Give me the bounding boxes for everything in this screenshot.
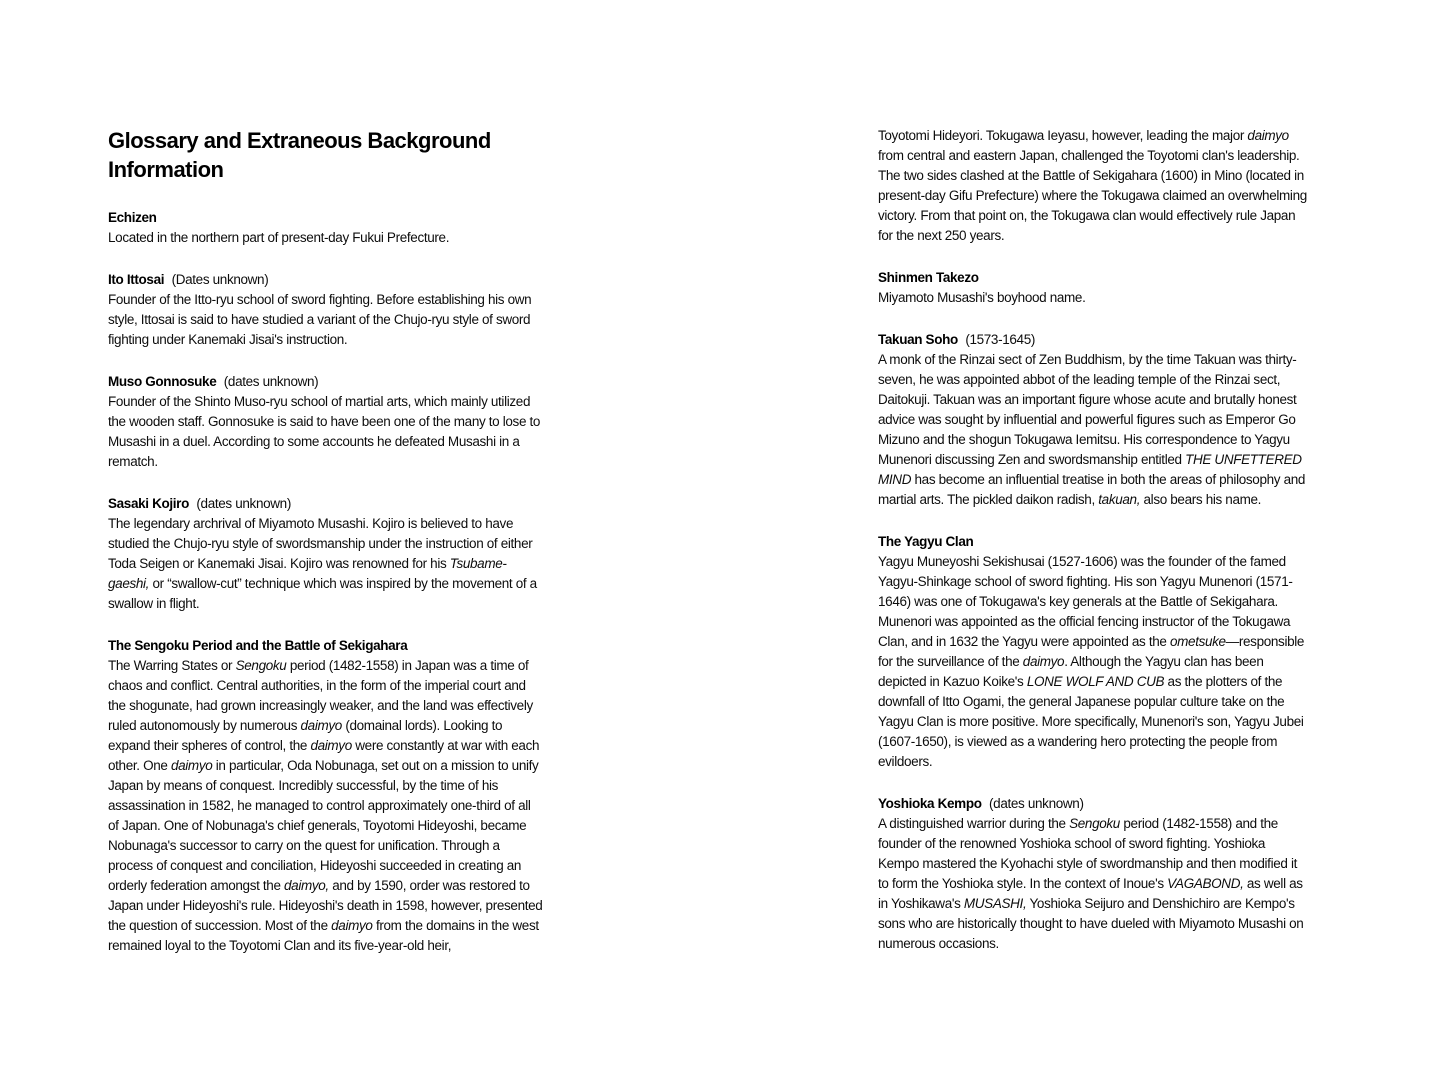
entry-term-line (878, 330, 1308, 350)
glossary-entry-echizen (108, 208, 544, 248)
entry-body: Located in the northern part of present-day Fukui Prefecture. (108, 230, 450, 245)
entry-body: A distinguished warrior during the Sengoku period (1482-1558) and the founder of the renowned Yoshioka school of sword fighting. Yoshioka Kempo mastered the Kyohachi style of swordmanship and then modified it to form the Yoshioka style. In the context of Inoue's VAGABOND, as well as in Yoshikawa's MUSASHI, Yoshioka Seijuro and Denshichiro are Kempo's sons who are historically thought to have dueled with Miyamoto Musashi on numerous occasions. (878, 816, 1304, 951)
entry-term-line (108, 270, 544, 290)
glossary-entry-shinmen-takezo (878, 268, 1308, 308)
entry-body: A monk of the Rinzai sect of Zen Buddhism, by the time Takuan was thirty-seven, he was appointed abbot of the leading temple of the Rinzai sect, Daitokuji. Takuan was an important figure whose acute and brutally honest advice was sought by influential and powerful figures such as Emperor Go Mizuno and the shogun Tokugawa Iemitsu. His correspondence to Yagyu Munenori discussing Zen and swordsmanship entitled THE UNFETTERED MIND has become an influential treatise in both the areas of philosophy and martial arts. The pickled daikon radish, takuan, also bears his name. (878, 352, 1306, 507)
entry-term: Takuan Soho (878, 332, 958, 347)
glossary-entry-sengoku-period (108, 636, 544, 956)
entry-term-line (878, 794, 1308, 814)
glossary-entry-ito-ittosai (108, 270, 544, 350)
glossary-entry-sasaki-kojiro (108, 494, 544, 614)
entry-qualifier: (dates unknown) (196, 496, 291, 511)
glossary-entry-takuan-soho (878, 330, 1308, 510)
entry-body: Founder of the Itto-ryu school of sword fighting. Before establishing his own style, Ittosai is said to have studied a variant of the Chujo-ryu style of sword fighting under Kanemaki Jisai's instruction. (108, 292, 532, 347)
entry-term: The Sengoku Period and the Battle of Sekigahara (108, 638, 408, 653)
entry-term: The Yagyu Clan (878, 534, 974, 549)
entry-term-line (878, 268, 1308, 288)
entry-term: Shinmen Takezo (878, 270, 979, 285)
entry-body: The legendary archrival of Miyamoto Musashi. Kojiro is believed to have studied the Chujo-ryu style of swordsmanship under the instruction of either Toda Seigen or Kanemaki Jisai. Kojiro was renowned for his Tsubame-gaeshi, or “swallow-cut” technique which was inspired by the movement of a swallow in flight. (108, 516, 537, 611)
entry-term-line (108, 494, 544, 514)
entry-term: Ito Ittosai (108, 272, 165, 287)
entry-qualifier: (1573-1645) (965, 332, 1036, 347)
right-column (878, 126, 1308, 954)
glossary-entry-yoshioka-kempo (878, 794, 1308, 954)
entry-term: Yoshioka Kempo (878, 796, 982, 811)
glossary-entry-muso-gonnosuke (108, 372, 544, 472)
entry-body: The Warring States or Sengoku period (1482-1558) in Japan was a time of chaos and conflict. Central authorities, in the form of the imperial court and the shogunate, had grown increasingly weaker, and the land was effectively ruled autonomously by numerous daimyo (domainal lords). Looking to expand their spheres of control, the daimyo were constantly at war with each other. One daimyo in particular, Oda Nobunaga, set out on a mission to unify Japan by means of conquest. Incredibly successful, by the time of his assassination in 1582, he managed to control approximately one-third of all of Japan. One of Nobunaga's chief generals, Toyotomi Hideyoshi, became Nobunaga's successor to carry on the quest for unification. Through a process of conquest and conciliation, Hideyoshi succeeded in creating an orderly federation amongst the daimyo, and by 1590, order was restored to Japan under Hideyoshi's rule. Hideyoshi's death in 1598, however, presented the question of succession. Most of the daimyo from the domains in the west remained loyal to the Toyotomi Clan and its five-year-old heir, (108, 658, 543, 953)
page-title-line-1: Glossary and Extraneous Background (108, 128, 491, 153)
left-column (108, 126, 544, 956)
sengoku-continuation-paragraph: Toyotomi Hideyori. Tokugawa Ieyasu, however, leading the major daimyo from central and eastern Japan, challenged the Toyotomi clan's leadership. The two sides clashed at the Battle of Sekigahara (1600) in Mino (located in present-day Gifu Prefecture) where the Tokugawa claimed an overwhelming victory. From that point on, the Tokugawa clan would effectively rule Japan for the next 250 years. (878, 128, 1307, 243)
entry-term-line (108, 636, 544, 656)
entry-body: Yagyu Muneyoshi Sekishusai (1527-1606) was the founder of the famed Yagyu-Shinkage school of sword fighting. His son Yagyu Munenori (1571-1646) was one of Tokugawa's key generals at the Battle of Sekigahara. Munenori was appointed as the official fencing instructor of the Tokugawa Clan, and in 1632 the Yagyu were appointed as the ometsuke—responsible for the surveillance of the daimyo. Although the Yagyu clan has been depicted in Kazuo Koike's LONE WOLF AND CUB as the plotters of the downfall of Itto Ogami, the general Japanese popular culture take on the Yagyu Clan is more positive. More specifically, Munenori's son, Yagyu Jubei (1607-1650), is viewed as a wandering hero protecting the people from evildoers. (878, 554, 1305, 769)
entry-qualifier: (dates unknown) (989, 796, 1084, 811)
entry-body: Miyamoto Musashi's boyhood name. (878, 290, 1086, 305)
entry-qualifier: (dates unknown) (223, 374, 319, 389)
entry-term-line (878, 532, 1308, 552)
entry-qualifier: (Dates unknown) (171, 272, 269, 287)
page-title (108, 126, 544, 184)
glossary-entry-yagyu-clan (878, 532, 1308, 772)
entry-term: Echizen (108, 210, 157, 225)
entry-term: Sasaki Kojiro (108, 496, 189, 511)
page-title-line-2: Information (108, 157, 224, 182)
entry-body: Founder of the Shinto Muso-ryu school of martial arts, which mainly utilized the wooden staff. Gonnosuke is said to have been one of the many to lose to Musashi in a duel. According to some accounts he defeated Musashi in a rematch. (108, 394, 541, 469)
entry-term: Muso Gonnosuke (108, 374, 217, 389)
entry-term-line (108, 372, 544, 392)
entry-term-line (108, 208, 544, 228)
